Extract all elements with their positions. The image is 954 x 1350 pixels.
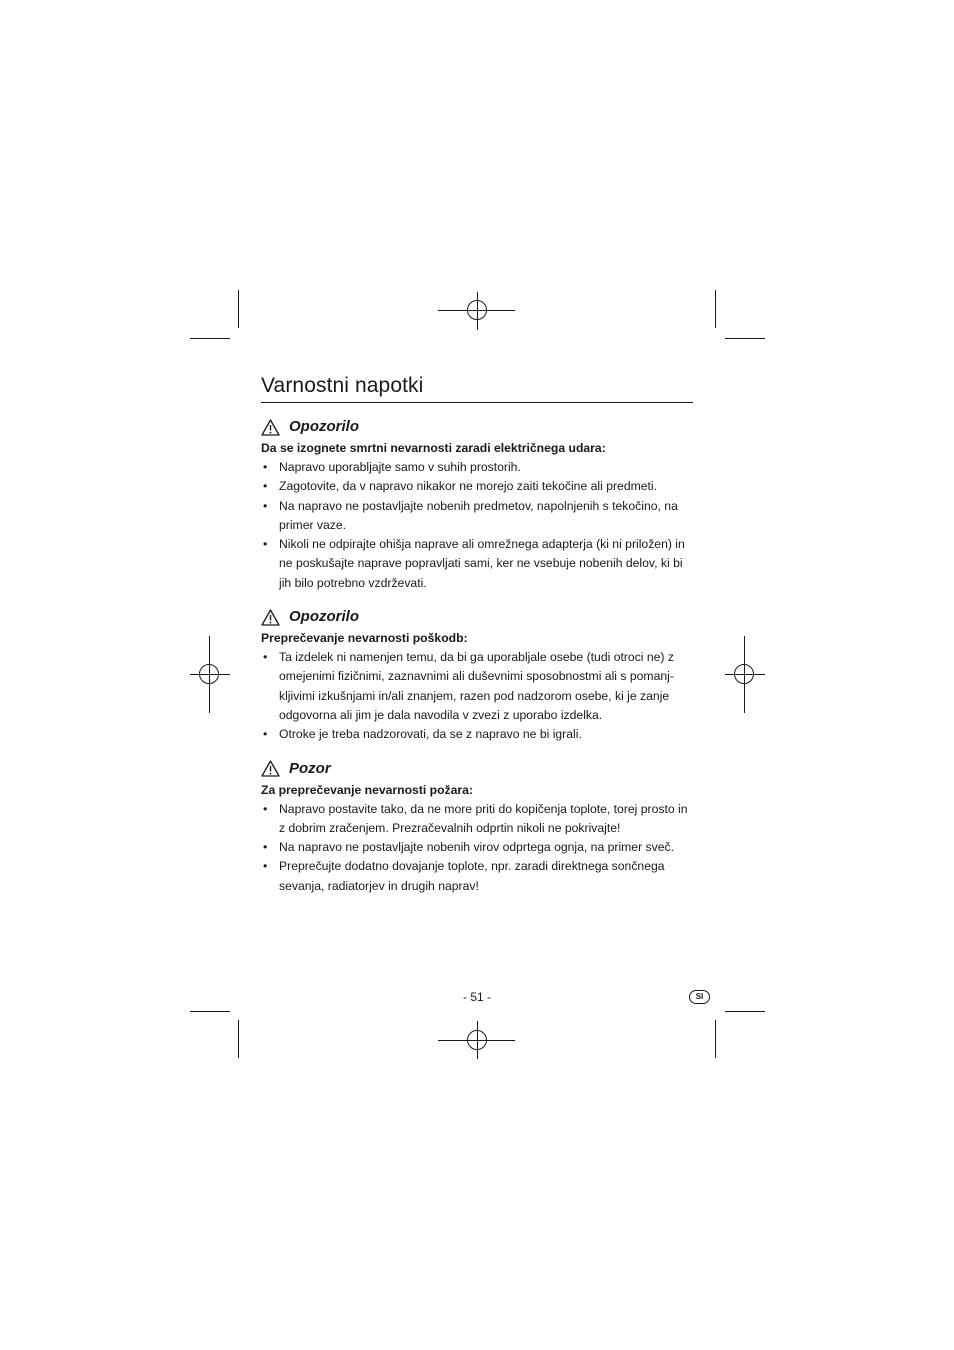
list-item: • Napravo uporabljajte samo v suhih prostorih. <box>261 458 693 477</box>
section-title: Opozorilo <box>289 418 359 435</box>
section-header <box>261 417 693 437</box>
list-item: • Preprečujte dodatno dovajanje toplote, npr. zaradi direktnega sončnega sevanja, radiatorjev in drugih naprav! <box>261 857 693 896</box>
section-header <box>261 607 693 627</box>
page-number: - 51 - <box>462 990 491 1004</box>
page-title: Varnostni napotki <box>261 373 693 403</box>
section-subtitle: Za preprečevanje nevarnosti požara: <box>261 782 474 797</box>
warning-triangle-icon <box>261 760 280 777</box>
section-title: Opozorilo <box>289 608 359 626</box>
list-item: • Na napravo ne postavljajte nobenih virov odprtega ognja, na primer sveč. <box>261 838 693 857</box>
bullet-list <box>261 800 693 896</box>
language-badge: SI <box>689 990 710 1004</box>
bullet-list <box>261 458 693 593</box>
bullet-list <box>261 648 693 744</box>
section-title: Pozor <box>289 759 331 777</box>
list-item: • Ta izdelek ni namenjen temu, da bi ga uporabljale osebe (tudi otroci ne) z omejenimi fizičnimi, zaznavnimi ali duševnimi sposobnostmi ali s pomanj-kljivimi izkušnjami in/ali znanjem, razen pod nadzorom osebe, ki je zanje odgovorna ali jim je dala navodila v zvezi z uporabo izdelka. <box>261 648 693 725</box>
section-header <box>261 759 693 779</box>
safety-section <box>261 607 693 744</box>
section-subtitle: Preprečevanje nevarnosti poškodb: <box>261 631 468 646</box>
safety-section <box>261 759 693 896</box>
list-item: • Zagotovite, da v napravo nikakor ne morejo zaiti tekočine ali predmeti. <box>261 477 693 496</box>
warning-triangle-icon <box>261 419 280 436</box>
page-content <box>261 373 693 896</box>
list-item: • Napravo postavite tako, da ne more priti do kopičenja toplote, torej prosto in z dobrim zračenjem. Prezračevalnih odprtin nikoli ne pokrivajte! <box>261 800 693 839</box>
safety-section <box>261 417 693 593</box>
list-item: • Nikoli ne odpirajte ohišja naprave ali omrežnega adapterja (ki ni priložen) in ne poskušajte naprave popravljati sami, ker ne vsebuje nobenih delov, ki bi jih bilo potrebno vzdrževati. <box>261 535 693 593</box>
section-subtitle: Da se izognete smrtni nevarnosti zaradi električnega udara: <box>261 441 606 455</box>
list-item: • Otroke je treba nadzorovati, da se z napravo ne bi igrali. <box>261 725 693 744</box>
list-item: • Na napravo ne postavljajte nobenih predmetov, napolnjenih s tekočino, na primer vaze. <box>261 497 693 536</box>
warning-triangle-icon <box>261 609 280 626</box>
safety-sections <box>261 417 693 896</box>
